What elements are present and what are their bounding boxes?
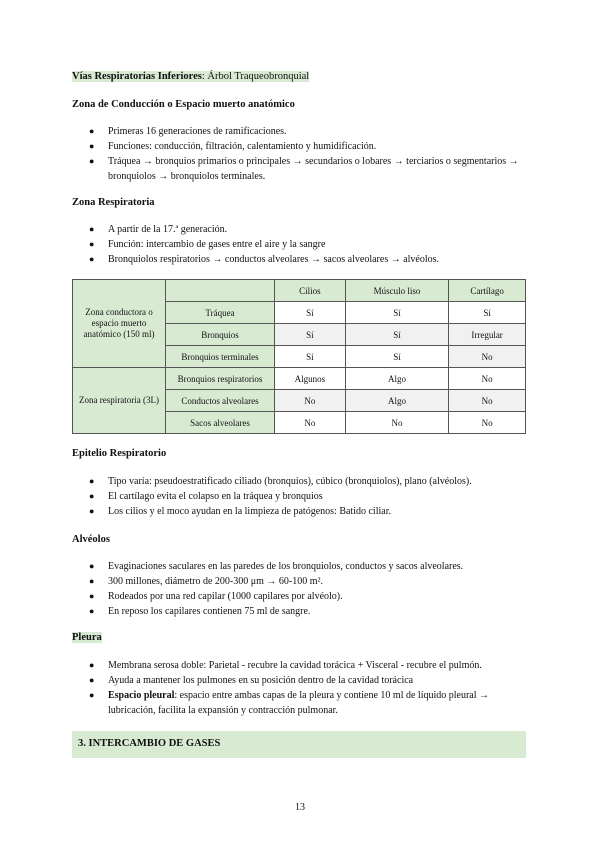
table-cell: Sí [275, 302, 346, 324]
table-row [73, 368, 526, 390]
row-label: Bronquios respiratorios [166, 368, 275, 390]
list-item: ● Funciones: conducción, filtración, calentamiento y humidificación. [89, 141, 377, 152]
table-header-row [73, 280, 526, 302]
bullet-icon: ● [89, 254, 95, 264]
document-title [72, 71, 309, 82]
table-cell: No [449, 368, 526, 390]
heading-pleura: Pleura [72, 632, 102, 643]
list-item: ● Bronquiolos respiratorios → conductos alveolares → sacos alveolares → alvéolos. [89, 254, 440, 265]
list-item: ● 300 millones, diámetro de 200-300 μm → 60-100 m². [89, 576, 323, 587]
bullet-icon: ● [89, 141, 95, 151]
table-cell: Sí [275, 324, 346, 346]
list-item: ● El cartílago evita el colapso en la tráquea y bronquios [89, 491, 323, 502]
epithelium-list [72, 474, 532, 519]
zone-cell: Zona respiratoria (3L) [73, 368, 166, 434]
table-cell: Algo [345, 390, 448, 412]
alveoli-list [72, 559, 532, 619]
row-label: Tráquea [166, 302, 275, 324]
table-header: Músculo liso [345, 280, 448, 302]
table-cell: No [449, 346, 526, 368]
bullet-icon: ● [89, 591, 95, 601]
row-label: Bronquios [166, 324, 275, 346]
list-item: ● Rodeados por una red capilar (1000 capilares por alvéolo). [89, 591, 343, 602]
list-item: ● A partir de la 17.ª generación. [89, 224, 228, 235]
airway-zones-table [72, 279, 526, 434]
table-cell: No [275, 412, 346, 434]
bullet-icon: ● [89, 476, 95, 486]
table-cell: No [275, 390, 346, 412]
title-bold: Vías Respiratorias Inferiores [72, 71, 202, 82]
table-cell: Algo [345, 368, 448, 390]
bullet-icon: ● [89, 561, 95, 571]
list-item: ● En reposo los capilares contienen 75 ml de sangre. [89, 606, 311, 617]
bullet-icon: ● [89, 576, 95, 586]
list-item: ● Ayuda a mantener los pulmones en su posición dentro de la cavidad torácica [89, 675, 414, 686]
heading-respiratory-zone: Zona Respiratoria [72, 197, 155, 208]
table-header-empty [166, 280, 275, 302]
bullet-icon: ● [89, 156, 95, 166]
bullet-icon: ● [89, 126, 95, 136]
page-number: 13 [295, 802, 305, 813]
table-cell: Sí [345, 346, 448, 368]
bullet-icon: ● [89, 224, 95, 234]
table-cell: Irregular [449, 324, 526, 346]
list-item: ● Primeras 16 generaciones de ramificaciones. [89, 126, 287, 137]
bullet-icon: ● [89, 239, 95, 249]
table-cell: Sí [449, 302, 526, 324]
table-cell: No [449, 412, 526, 434]
list-item: ● Función: intercambio de gases entre el aire y la sangre [89, 239, 326, 250]
bullet-icon: ● [89, 506, 95, 516]
list-item: ● Evaginaciones saculares en las paredes de los bronquiolos, conductos y sacos alveolares. [89, 561, 464, 572]
zone-cell: Zona conductora o espacio muerto anatómico (150 ml) [73, 280, 166, 368]
respiratory-zone-list [72, 222, 532, 267]
row-label: Sacos alveolares [166, 412, 275, 434]
list-item: ● Membrana serosa doble: Parietal - recubre la cavidad torácica + Visceral - recubre el pulmón. [89, 660, 482, 671]
heading-conduction-zone: Zona de Conducción o Espacio muerto anatómico [72, 99, 295, 110]
table-header: Cilios [275, 280, 346, 302]
conduction-zone-list [72, 124, 532, 184]
section-heading-gas-exchange: 3. INTERCAMBIO DE GASES [72, 731, 526, 758]
list-item: ● Tráquea → bronquios primarios o principales → secundarios o lobares → terciarios o segmentarios → bronquiolos → bronquiolos terminales. [89, 156, 519, 182]
bullet-icon: ● [89, 690, 95, 700]
bullet-icon: ● [89, 491, 95, 501]
table-cell: No [345, 412, 448, 434]
title-rest: : Árbol Traqueobronquial [201, 71, 310, 82]
row-label: Conductos alveolares [166, 390, 275, 412]
table-cell: Sí [345, 324, 448, 346]
heading-respiratory-epithelium: Epitelio Respiratorio [72, 448, 167, 459]
bullet-icon: ● [89, 660, 95, 670]
table-cell: Sí [345, 302, 448, 324]
table-cell: Algunos [275, 368, 346, 390]
heading-alveoli: Alvéolos [72, 534, 110, 545]
table-header: Cartílago [449, 280, 526, 302]
bullet-icon: ● [89, 606, 95, 616]
pleura-list [72, 658, 532, 718]
list-item: ● Espacio pleural: espacio entre ambas capas de la pleura y contiene 10 ml de líquido pleural → lubricación, facilita la expansión y contracción pulmonar. [89, 690, 490, 716]
bullet-icon: ● [89, 675, 95, 685]
list-item: ● Tipo varía: pseudoestratificado ciliado (bronquios), cúbico (bronquiolos), plano (alvéolos). [89, 476, 472, 487]
table-cell: No [449, 390, 526, 412]
list-item: ● Los cilios y el moco ayudan en la limpieza de patógenos: Batido ciliar. [89, 506, 391, 517]
table-cell: Sí [275, 346, 346, 368]
row-label: Bronquios terminales [166, 346, 275, 368]
